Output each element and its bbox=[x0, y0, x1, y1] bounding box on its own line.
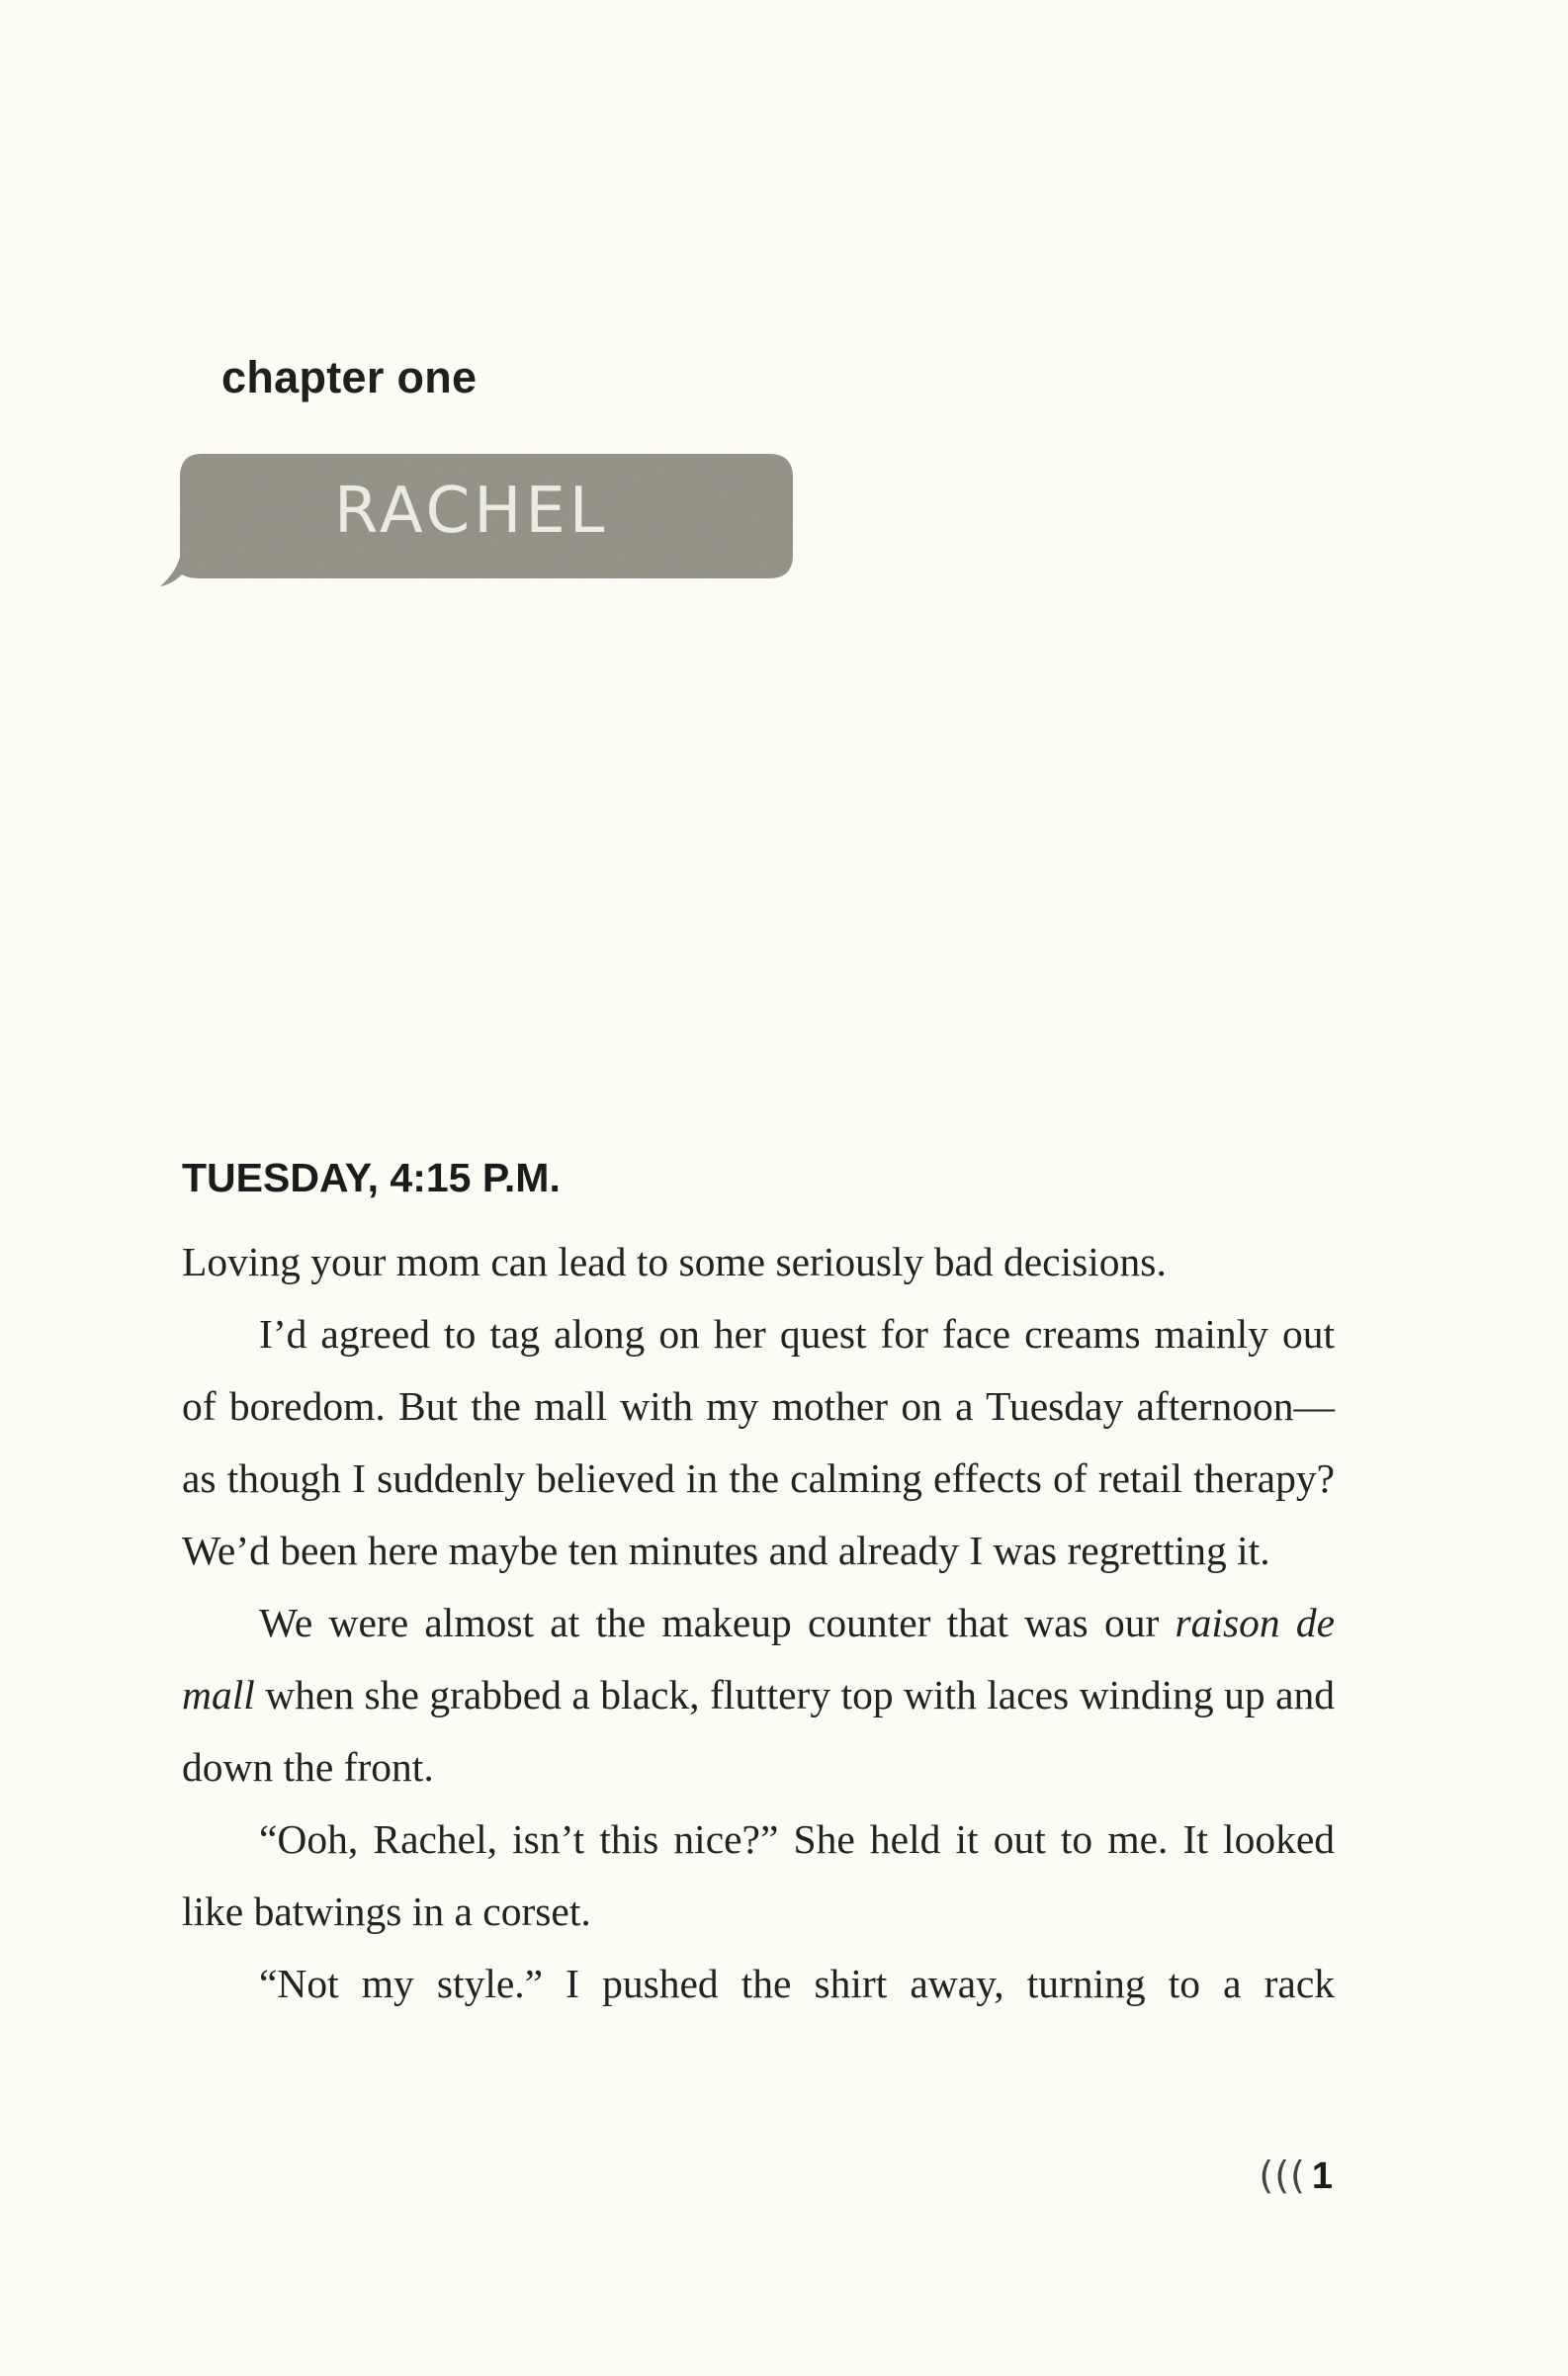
paragraph: I’d agreed to tag along on her quest for face creams mainly out of boredom. But the mall with my mother on a Tuesday afternoon—as though I suddenly believed in the calming effects of retail therapy? We’d been here maybe ten minutes and already I was regretting it. bbox=[182, 1311, 1335, 1573]
page-ornament: ((( bbox=[1259, 2154, 1306, 2197]
paragraph-text: We were almost at the makeup counter that was our bbox=[259, 1600, 1176, 1645]
chapter-label: chapter one bbox=[221, 352, 478, 402]
paragraph bbox=[182, 1587, 1335, 1804]
italic-phrase: raison de mall bbox=[182, 1600, 1336, 1717]
chapter-name-bubble bbox=[158, 450, 801, 593]
paragraph: Loving your mom can lead to some seriously bad decisions. bbox=[182, 1239, 1167, 1284]
page-number-value: 1 bbox=[1311, 2156, 1333, 2197]
chapter-name: RACHEL bbox=[334, 475, 609, 548]
paragraph-text: when she grabbed a black, fluttery top with laces winding up and down the front. bbox=[182, 1672, 1335, 1790]
body-text bbox=[182, 1226, 1335, 2020]
paragraph: “Ooh, Rachel, isn’t this nice?” She held it out to me. It looked like batwings in a corset. bbox=[182, 1816, 1335, 1934]
page-number bbox=[1259, 2154, 1333, 2198]
section-timestamp: TUESDAY, 4:15 P.M. bbox=[182, 1155, 561, 1200]
paragraph: “Not my style.” I pushed the shirt away, turning to a rack bbox=[259, 1961, 1335, 2006]
